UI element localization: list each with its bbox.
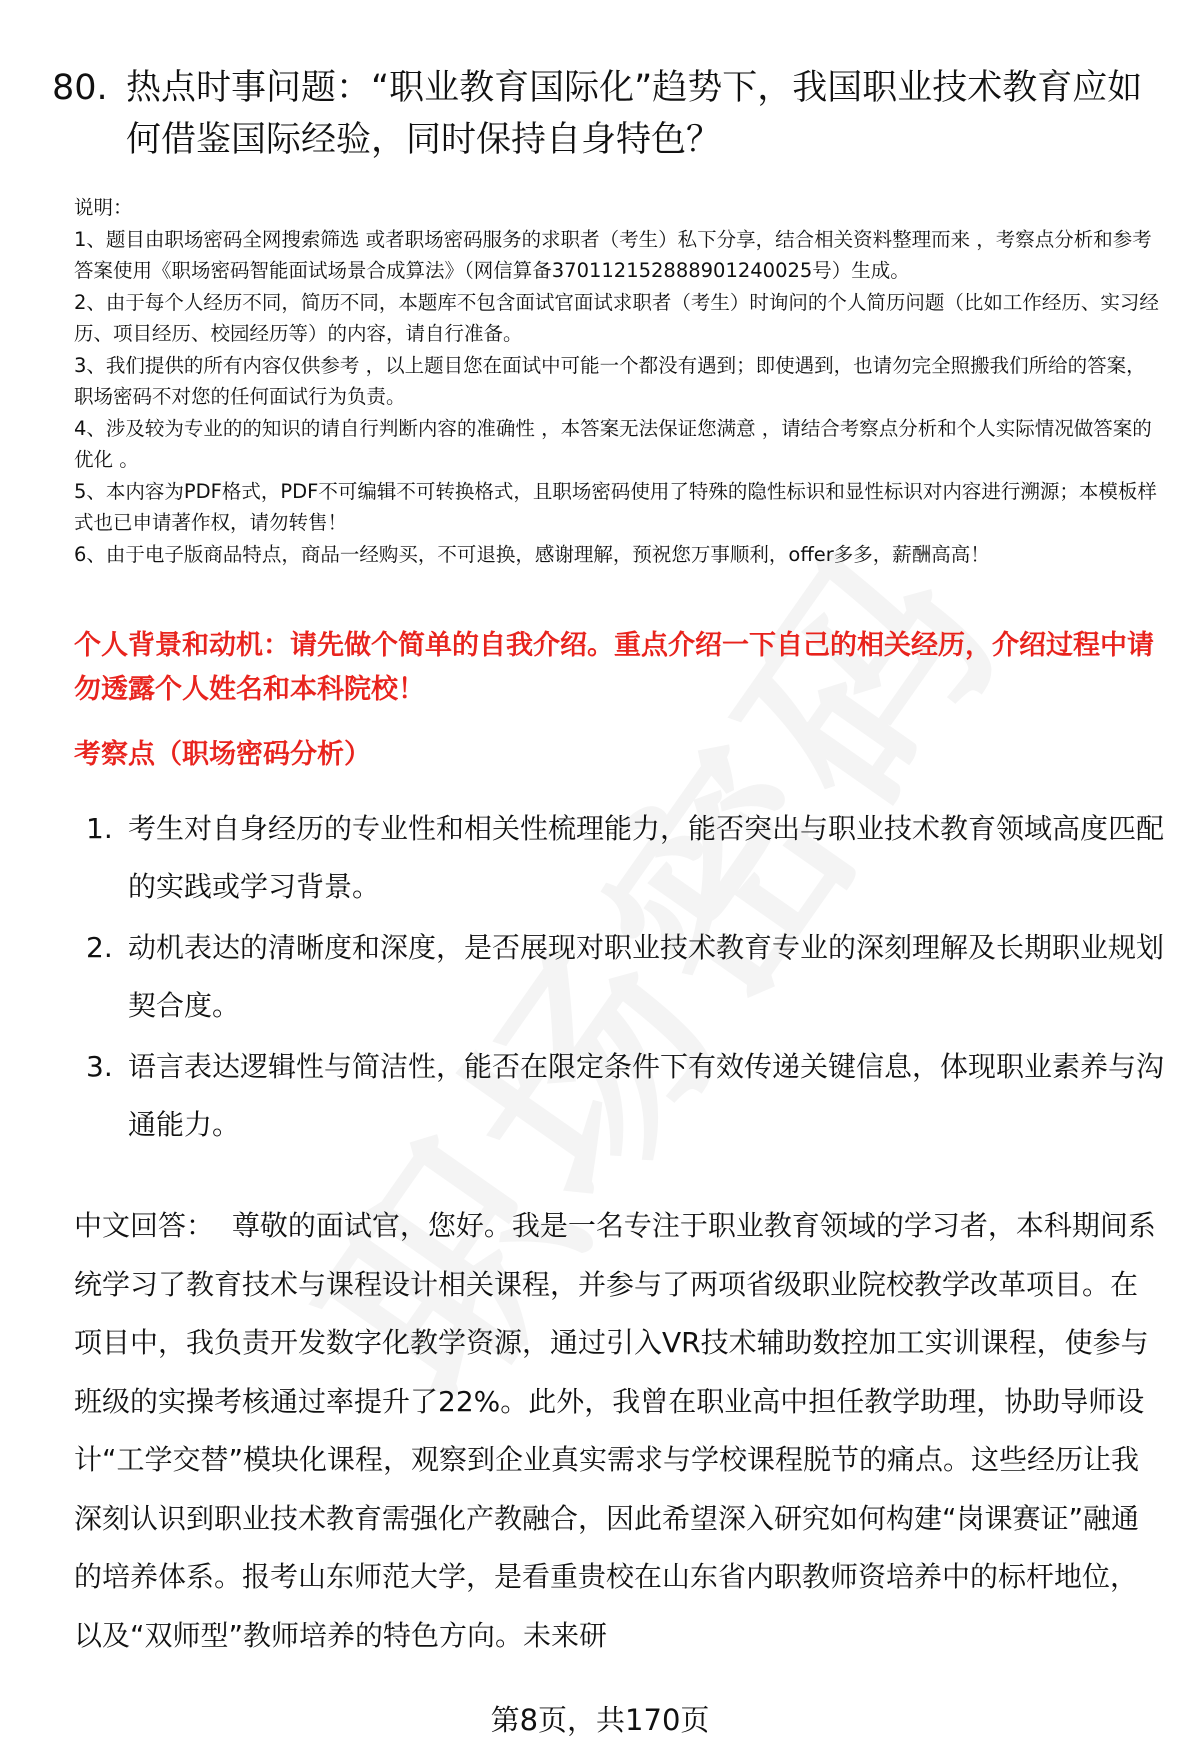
question-text: 热点时事问题：“职业教育国际化”趋势下，我国职业技术教育应如何借鉴国际经验，同时保持自身特色？ bbox=[126, 68, 1143, 160]
note-item: 3、我们提供的所有内容仅供参考 ，以上题目您在面试中可能一个都没有遇到；即使遇到，也请勿完全照搬我们所给的答案，职场密码不对您的任何面试行为负责。 bbox=[74, 353, 1146, 408]
point-index: 2. bbox=[86, 931, 113, 964]
point-index: 1. bbox=[86, 812, 113, 845]
note-item: 1、题目由职场密码全网搜索筛选 或者职场密码服务的求职者（考生）私下分享，结合相关资料整理而来 ，考察点分析和参考答案使用《职场密码智能面试场景合成算法》（网信算备370112152888901240025号）生成。 bbox=[74, 227, 1152, 282]
point-index: 3. bbox=[86, 1050, 113, 1083]
note-item: 4、涉及较为专业的的知识的请自行判断内容的准确性 ，本答案无法保证您满意 ，请结合考察点分析和个人实际情况做答案的优化 。 bbox=[74, 416, 1152, 471]
assessment-point bbox=[74, 800, 1164, 916]
question-number: 80. bbox=[52, 68, 108, 108]
background-heading: 个人背景和动机：请先做个简单的自我介绍。重点介绍一下自己的相关经历，介绍过程中请勿透露个人姓名和本科院校！ bbox=[74, 630, 1154, 705]
answer-text: 尊敬的面试官，您好。我是一名专注于职业教育领域的学习者，本科期间系统学习了教育技术与课程设计相关课程，并参与了两项省级职业院校教学改革项目。在项目中，我负责开发数字化教学资源，通过引入VR技术辅助数控加工实训课程，使参与班级的实操考核通过率提升了22%。此外，我曾在职业高中担任教学助理，协助导师设计“工学交替”模块化课程，观察到企业真实需求与学校课程脱节的痛点。这些经历让我深刻认识到职业技术教育需强化产教融合，因此希望深入研究如何构建“岗课赛证”融通的培养体系。报考山东师范大学，是看重贵校在山东省内职教师资培养中的标杆地位，以及“双师型”教师培养的特色方向。未来研 bbox=[74, 1209, 1156, 1652]
assessment-points bbox=[74, 800, 1164, 1157]
answer-label: 中文回答： bbox=[74, 1209, 215, 1242]
assessment-point bbox=[74, 1038, 1164, 1154]
assessment-heading: 考察点（职场密码分析） bbox=[74, 739, 371, 770]
point-text: 语言表达逻辑性与简洁性，能否在限定条件下有效传递关键信息，体现职业素养与沟通能力。 bbox=[128, 1050, 1165, 1141]
page-footer: 第8页，共170页 bbox=[490, 1703, 710, 1737]
point-text: 考生对自身经历的专业性和相关性梳理能力，能否突出与职业技术教育领域高度匹配的实践或学习背景。 bbox=[128, 812, 1165, 903]
note-item: 6、由于电子版商品特点，商品一经购买，不可退换，感谢理解，预祝您万事顺利，offer多多，薪酬高高！ bbox=[74, 542, 990, 566]
question-heading bbox=[52, 62, 1152, 166]
notes-section bbox=[74, 192, 1164, 570]
point-text: 动机表达的清晰度和深度，是否展现对职业技术教育专业的深刻理解及长期职业规划契合度。 bbox=[128, 931, 1165, 1022]
note-item: 5、本内容为PDF格式，PDF不可编辑不可转换格式，且职场密码使用了特殊的隐性标识和显性标识对内容进行溯源；本模板样式也已申请著作权，请勿转售！ bbox=[74, 479, 1157, 534]
note-item: 2、由于每个人经历不同，简历不同，本题库不包含面试官面试求职者（考生）时询问的个人简历问题（比如工作经历、实习经历、项目经历、校园经历等）的内容，请自行准备。 bbox=[74, 290, 1159, 345]
assessment-point bbox=[74, 919, 1164, 1035]
answer-paragraph bbox=[74, 1197, 1164, 1665]
notes-title: 说明： bbox=[74, 196, 133, 219]
